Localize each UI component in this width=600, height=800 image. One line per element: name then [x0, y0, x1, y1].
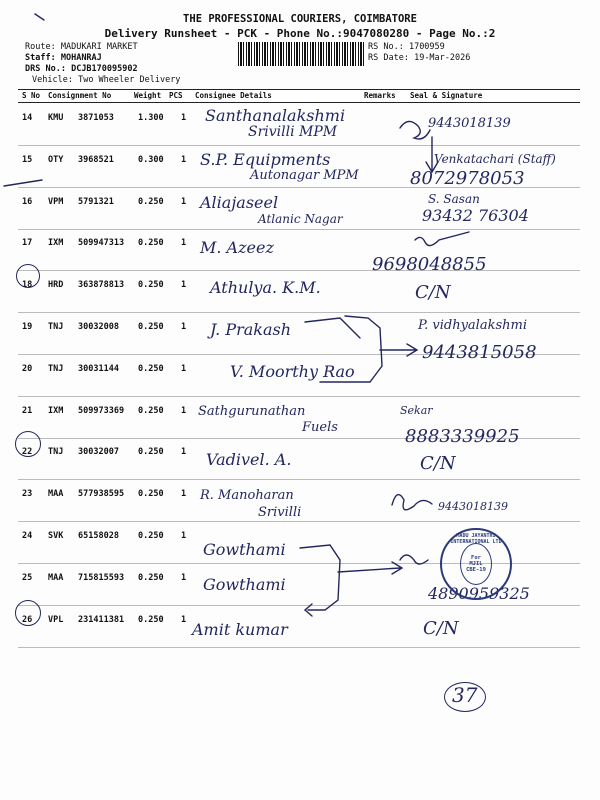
- table-header: [18, 89, 580, 103]
- staff-value: MOHANRAJ: [60, 53, 102, 63]
- col-pcs: PCS: [169, 91, 183, 100]
- row-pcs: 1: [181, 154, 187, 165]
- hw-r22-cn: C/N: [420, 453, 456, 474]
- hw-r21-sig: Sekar: [400, 404, 433, 417]
- row-weight: 0.250: [138, 280, 164, 291]
- rs-no-label: RS No.:: [368, 42, 404, 52]
- stamp-center-bot: CBE-19: [466, 567, 486, 573]
- hw-r15-sig: Venkatachari (Staff): [434, 152, 556, 166]
- hw-r23-name: R. Manoharan: [200, 488, 294, 503]
- row-weight: 0.250: [138, 572, 164, 583]
- col-sno: S No: [22, 91, 41, 100]
- row-dest-code: VPM: [48, 196, 64, 207]
- row-sno: 21: [22, 405, 33, 416]
- row-weight: 0.250: [138, 447, 164, 458]
- hw-r17-name: M. Azeez: [200, 238, 274, 257]
- hw-r24-name: Gowthami: [203, 540, 286, 559]
- row-sno: 18: [22, 280, 33, 291]
- barcode: [238, 42, 364, 66]
- row-weight: 0.300: [138, 154, 164, 165]
- row-weight: 0.250: [138, 614, 164, 625]
- row-pcs: 1: [181, 113, 187, 123]
- row-sno: 15: [22, 154, 33, 165]
- row-consignment-no: 509973369: [78, 405, 125, 416]
- vehicle-value: Two Wheeler Delivery: [78, 75, 181, 85]
- row-dest-code: VPL: [48, 614, 64, 625]
- rs-no-value: 1700959: [408, 42, 445, 52]
- row-dest-code: TNJ: [48, 363, 64, 374]
- row-consignment-no: 5791321: [78, 196, 114, 207]
- staff-line: [25, 53, 102, 64]
- rs-date-line: [368, 53, 470, 64]
- row-sno: 26: [22, 614, 33, 625]
- row-pcs: 1: [181, 572, 187, 583]
- row-dest-code: SVK: [48, 531, 64, 541]
- circle-mark-22: [15, 431, 41, 457]
- hw-r20-phone: 9443815058: [422, 342, 537, 363]
- vehicle-label: Vehicle:: [32, 75, 73, 85]
- circle-mark-page: [444, 682, 486, 712]
- hw-r23-phone: 9443018139: [438, 500, 508, 513]
- row-weight: 0.250: [138, 322, 164, 332]
- staff-label: Staff:: [25, 53, 56, 63]
- col-consignment: Consignment No: [48, 91, 112, 100]
- row-pcs: 1: [181, 322, 187, 332]
- row-dest-code: MAA: [48, 572, 64, 583]
- row-weight: 1.300: [138, 113, 164, 123]
- row-sno: 22: [22, 447, 33, 458]
- row-pcs: 1: [181, 614, 187, 625]
- row-pcs: 1: [181, 280, 187, 291]
- col-seal: Seal & Signature: [410, 91, 483, 100]
- vehicle-line: [32, 75, 180, 86]
- rs-date-value: 19-Mar-2026: [414, 53, 471, 63]
- row-consignment-no: 715815593: [78, 572, 125, 583]
- hw-r19-sig: P. vidhyalakshmi: [418, 318, 527, 333]
- hw-r16-name: Aliajaseel: [200, 193, 279, 212]
- hw-r21-phone: 8883339925: [405, 426, 520, 447]
- hw-r16-phone: 93432 76304: [422, 206, 529, 225]
- row-consignment-no: 65158028: [78, 531, 119, 541]
- hw-r26-cn: C/N: [423, 618, 459, 639]
- drs-label: DRS No.:: [25, 64, 66, 74]
- row-consignment-no: 30032008: [78, 322, 119, 332]
- route-label: Route:: [25, 42, 56, 52]
- row-weight: 0.250: [138, 196, 164, 207]
- row-pcs: 1: [181, 238, 187, 249]
- row-consignment-no: 30032007: [78, 447, 119, 458]
- row-sno: 17: [22, 238, 33, 249]
- row-pcs: 1: [181, 196, 187, 207]
- row-dest-code: IXM: [48, 405, 64, 416]
- rs-no-line: [368, 42, 445, 53]
- hw-r22-name: Vadivel. A.: [206, 450, 292, 469]
- hw-r26-name: Amit kumar: [192, 620, 288, 639]
- table-row: [18, 228, 580, 271]
- col-consignee: Consignee Details: [195, 91, 272, 100]
- row-dest-code: HRD: [48, 280, 64, 291]
- hw-r15-phone: 8072978053: [410, 168, 525, 189]
- hw-r21-addr: Fuels: [302, 420, 338, 435]
- hw-r18-name: Athulya. K.M.: [210, 278, 321, 297]
- hw-r25-name: Gowthami: [203, 575, 286, 594]
- row-dest-code: IXM: [48, 238, 64, 249]
- drs-value: DCJB170095902: [71, 64, 138, 74]
- stamp-center-mid: MJIL: [469, 561, 483, 567]
- hw-r15-addr: Autonagar MPM: [250, 168, 359, 183]
- row-dest-code: OTY: [48, 154, 64, 165]
- route-line: [25, 42, 138, 53]
- row-sno: 19: [22, 322, 33, 332]
- row-consignment-no: 509947313: [78, 238, 125, 249]
- hw-page-count: 37: [452, 683, 478, 707]
- hw-r19-name: J. Prakash: [210, 320, 292, 339]
- hw-r14-addr: Srivilli MPM: [248, 124, 338, 140]
- row-weight: 0.250: [138, 489, 164, 500]
- hw-r25-phone: 4890959325: [428, 584, 530, 603]
- stamp-ring-text: MADU JAYANTHI INTERNATIONAL LTD: [450, 533, 502, 545]
- runsheet-subtitle: Delivery Runsheet - PCK - Phone No.:9047080280 - Page No.:2: [104, 27, 496, 40]
- row-consignment-no: 231411381: [78, 614, 125, 625]
- hw-r23-addr: Srivilli: [258, 505, 302, 520]
- hw-r16-sig: S. Sasan: [428, 192, 480, 206]
- row-dest-code: TNJ: [48, 322, 64, 332]
- row-weight: 0.250: [138, 405, 164, 416]
- route-value: MADUKARI MARKET: [60, 42, 138, 52]
- row-weight: 0.250: [138, 363, 164, 374]
- table-row: [18, 605, 580, 648]
- row-pcs: 1: [181, 363, 187, 374]
- row-weight: 0.250: [138, 238, 164, 249]
- row-dest-code: KMU: [48, 113, 64, 123]
- row-sno: 14: [22, 113, 33, 123]
- row-sno: 20: [22, 363, 33, 374]
- row-dest-code: MAA: [48, 489, 64, 500]
- row-pcs: 1: [181, 531, 187, 541]
- row-pcs: 1: [181, 405, 187, 416]
- circle-mark-18: [16, 264, 40, 291]
- circle-mark-26: [15, 600, 41, 626]
- col-weight: Weight: [134, 91, 162, 100]
- row-sno: 16: [22, 196, 33, 207]
- hw-r14-phone: 9443018139: [428, 116, 511, 131]
- row-consignment-no: 3871053: [78, 113, 114, 123]
- hw-r20-name: V. Moorthy Rao: [230, 362, 355, 381]
- hw-r15-name: S.P. Equipments: [200, 150, 331, 169]
- row-pcs: 1: [181, 447, 187, 458]
- row-consignment-no: 577938595: [78, 489, 125, 500]
- col-remarks: Remarks: [364, 91, 396, 100]
- company-stamp: [440, 528, 512, 600]
- row-pcs: 1: [181, 489, 187, 500]
- hw-r17-phone: 9698048855: [372, 254, 487, 275]
- row-dest-code: TNJ: [48, 447, 64, 458]
- row-sno: 23: [22, 489, 33, 500]
- hw-r18-cn: C/N: [415, 282, 451, 303]
- stamp-center: [460, 543, 492, 585]
- hw-r21-name: Sathgurunathan: [198, 404, 306, 419]
- row-consignment-no: 3968521: [78, 154, 114, 165]
- row-sno: 24: [22, 531, 33, 541]
- rs-date-label: RS Date:: [368, 53, 409, 63]
- row-consignment-no: 30031144: [78, 363, 119, 374]
- hw-r14-name: Santhanalakshmi: [205, 106, 346, 125]
- company-title: THE PROFESSIONAL COURIERS, COIMBATORE: [183, 13, 417, 25]
- row-consignment-no: 363878813: [78, 280, 125, 291]
- hw-r16-addr: Atlanic Nagar: [258, 212, 343, 226]
- row-weight: 0.250: [138, 531, 164, 541]
- row-sno: 25: [22, 572, 33, 583]
- drs-line: [25, 64, 138, 75]
- stamp-center-top: For: [471, 555, 481, 561]
